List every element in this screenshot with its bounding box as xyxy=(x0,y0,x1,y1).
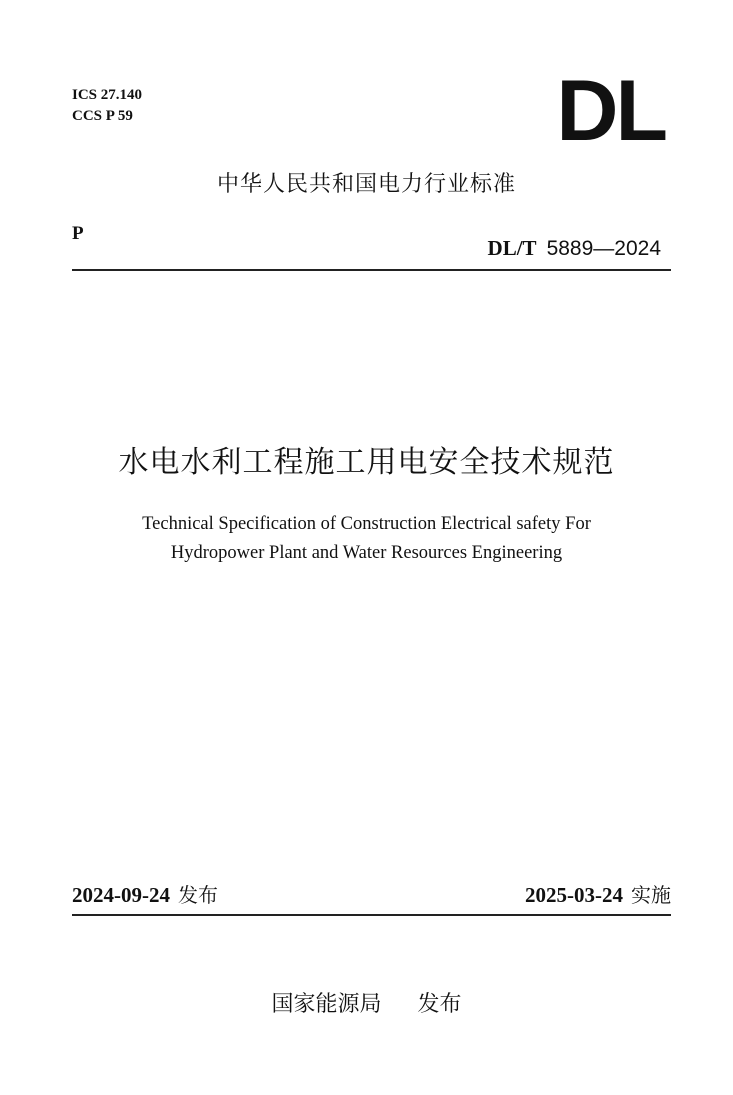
dl-logo: DL xyxy=(556,63,665,159)
category-letter: P xyxy=(72,223,84,244)
implementation-date: 2025-03-24 xyxy=(525,883,623,907)
standard-code: 5889—2024 xyxy=(546,237,661,260)
standard-prefix: DL/T xyxy=(487,236,537,260)
implementation-date-line xyxy=(525,880,671,913)
issue-label: 发布 xyxy=(178,883,218,907)
implementation-label: 实施 xyxy=(631,883,671,907)
issue-date-line xyxy=(72,880,218,913)
bottom-divider xyxy=(72,914,671,916)
standard-number xyxy=(488,235,661,264)
publisher-action: 发布 xyxy=(417,992,462,1017)
industry-standard-title: 中华人民共和国电力行业标准 xyxy=(216,172,516,197)
ccs-code: CCS P 59 xyxy=(72,108,133,124)
issue-date: 2024-09-24 xyxy=(72,883,170,907)
ics-code: ICS 27.140 xyxy=(72,87,143,103)
publisher-line xyxy=(0,990,733,1020)
top-divider xyxy=(72,269,671,271)
document-title-english-line-1: Technical Specification of Construction Electrical safety For xyxy=(142,514,591,534)
document-title-english-line-2: Hydropower Plant and Water Resources Engineering xyxy=(170,543,563,563)
publisher-name: 国家能源局 xyxy=(271,992,382,1017)
document-title-chinese: 水电水利工程施工用电安全技术规范 xyxy=(118,445,615,480)
